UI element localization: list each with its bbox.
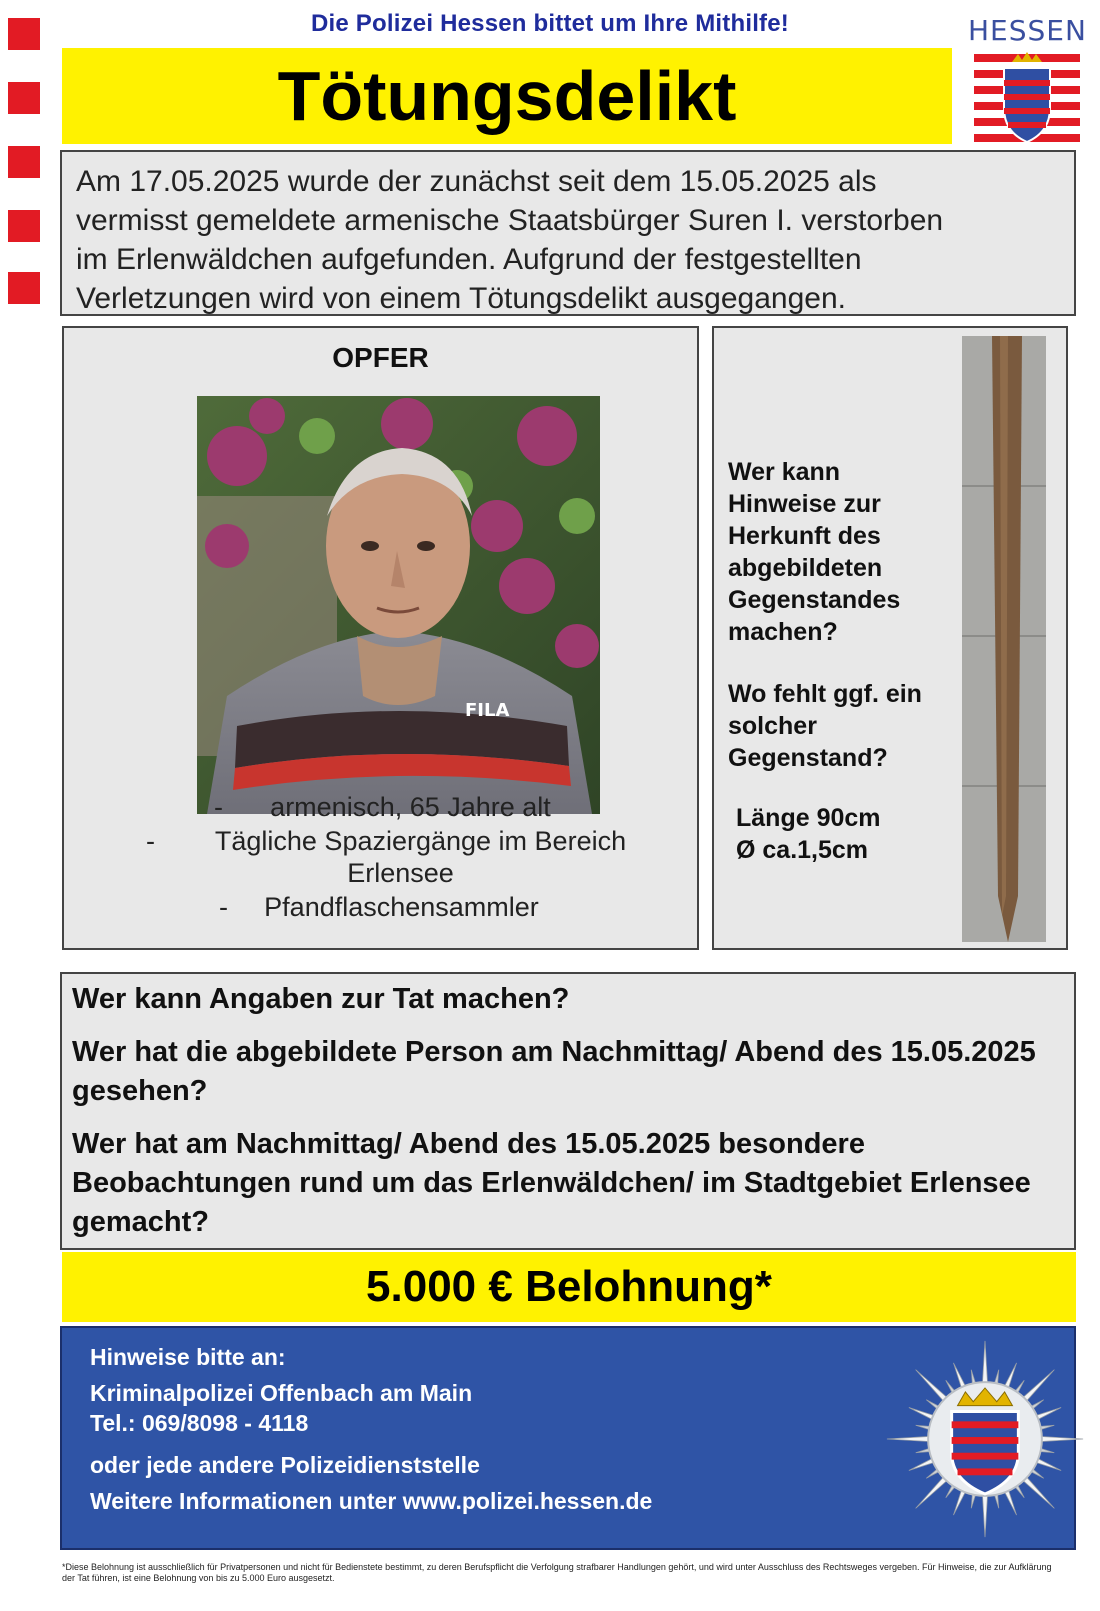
intro-line-1: Am 17.05.2025 wurde der zunächst seit dem 15.05.2025 als [76, 165, 877, 198]
contact-heading: Hinweise bitte an: [90, 1344, 286, 1370]
object-diameter: Ø ca.1,5cm [736, 836, 869, 864]
object-question2-line: Gegenstand? [728, 744, 888, 772]
witness-questions-box [60, 972, 1076, 1250]
object-question-line: Gegenstandes [728, 586, 901, 614]
police-website-link[interactable]: www.polizei.hessen.de [402, 1488, 653, 1514]
object-length: Länge 90cm [736, 804, 881, 832]
bullet-dash: - [214, 792, 223, 822]
police-star-badge-icon [882, 1334, 1088, 1544]
hessen-wordmark: HESSEN [968, 14, 1087, 47]
object-question-line: Herkunft des [728, 522, 881, 550]
contact-office: Kriminalpolizei Offenbach am Main [90, 1380, 473, 1406]
bullet-dash: - [146, 826, 155, 856]
question-1: Wer kann Angaben zur Tat machen? [72, 983, 570, 1015]
object-question-line: Hinweise zur [728, 490, 881, 518]
object-question-line: abgebildeten [728, 554, 883, 582]
appeal-line: Die Polizei Hessen bittet um Ihre Mithilfe! [310, 10, 789, 37]
object-question-line: Wer kann [728, 458, 841, 486]
object-panel [712, 326, 1068, 950]
victim-bullet-2 [64, 826, 697, 857]
object-question2-line: solcher [728, 712, 817, 740]
intro-line-3: im Erlenwäldchen aufgefunden. Aufgrund der festgestellten [76, 243, 862, 276]
object-question-block [728, 456, 948, 866]
decor-red-square-5 [8, 272, 40, 304]
victim-photo [197, 396, 600, 814]
wooden-stake-photo [962, 336, 1046, 942]
intro-text-box [60, 150, 1076, 316]
question-3: Wer hat am Nachmittag/ Abend des 15.05.2025 besondere Beobachtungen rund um das Erlenwäldchen/ im Stadtgebiet Erlensee gemacht? [72, 1128, 1031, 1238]
victim-bullet-3 [64, 892, 697, 923]
decor-red-square-2 [8, 82, 40, 114]
contact-panel [60, 1326, 1076, 1550]
bullet-dash: - [219, 892, 228, 922]
decor-red-square-3 [8, 146, 40, 178]
bullet-text: armenisch, 65 Jahre alt [270, 792, 551, 822]
victim-bullet-2-cont [64, 858, 697, 889]
intro-line-4: Verletzungen wird von einem Tötungsdelikt ausgegangen. [76, 282, 846, 315]
reward-footnote: *Diese Belohnung ist ausschließlich für Privatpersonen und nicht für Bedienstete bestimmt, zu deren Berufspflicht die Verfolgung strafbarer Handlungen gehört, und wird unter Ausschluss des Rechtsweges vergeben. Für Hinweise, die zur Aufklärung der Tat führen, ist eine Belohnung von bis zu 5.000 Euro ausgesetzt. [62, 1562, 1052, 1583]
contact-other: oder jede andere Polizeidienststelle [90, 1452, 480, 1478]
victim-panel [62, 326, 699, 950]
victim-heading: OPFER [332, 342, 429, 373]
object-question2-line: Wo fehlt ggf. ein [728, 680, 922, 708]
object-question-line: machen? [728, 618, 838, 646]
hessen-coat-of-arms-icon [974, 50, 1080, 148]
reward-banner: 5.000 € Belohnung* [62, 1252, 1076, 1322]
question-2: Wer hat die abgebildete Person am Nachmittag/ Abend des 15.05.2025 gesehen? [72, 1036, 1036, 1107]
page-title: Tötungsdelikt [277, 57, 737, 135]
bullet-text: Erlensee [347, 858, 454, 888]
contact-info-prefix: Weitere Informationen unter [90, 1488, 403, 1514]
decor-red-square-4 [8, 210, 40, 242]
svg-text:FILA: FILA [465, 700, 510, 721]
victim-bullet-1 [64, 792, 697, 823]
contact-phone: Tel.: 069/8098 - 4118 [90, 1410, 309, 1436]
contact-info [90, 1488, 652, 1515]
intro-line-2: vermisst gemeldete armenische Staatsbürger Suren I. verstorben [76, 204, 944, 237]
bullet-text: Tägliche Spaziergänge im Bereich [214, 826, 627, 856]
bullet-text: Pfandflaschensammler [264, 892, 539, 922]
